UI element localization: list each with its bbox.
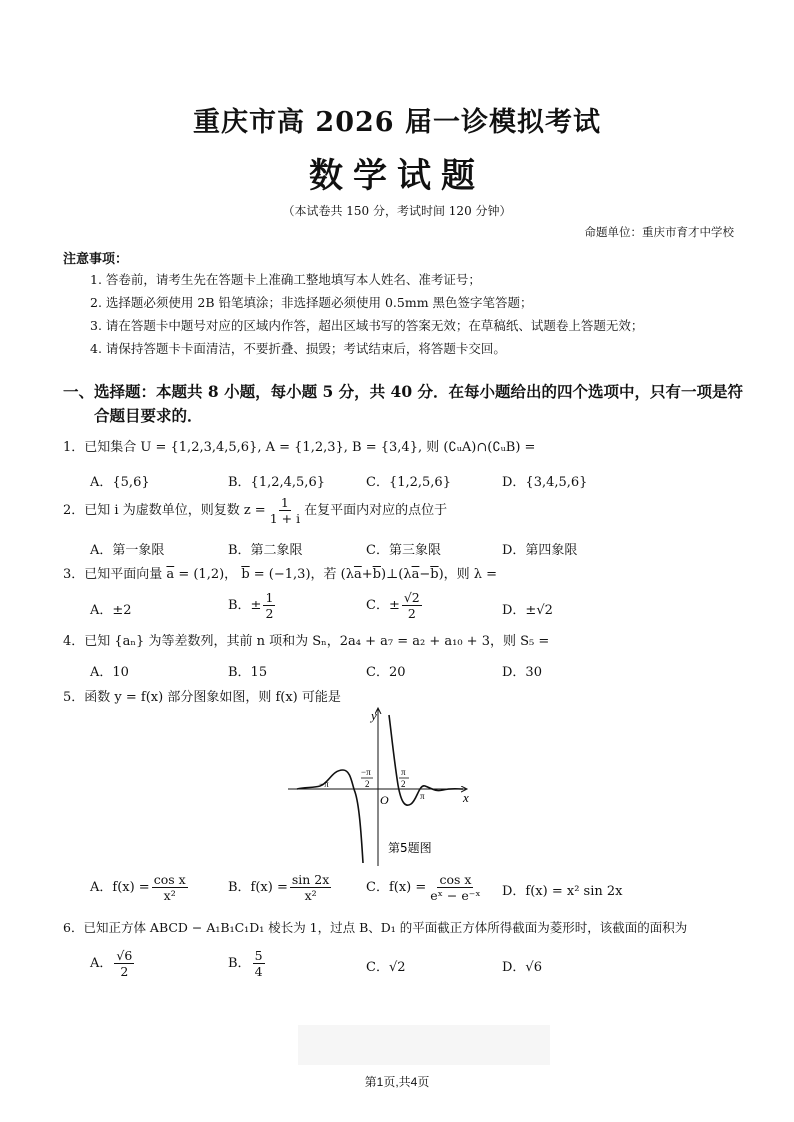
q4-option-d: D．30	[502, 665, 542, 680]
q5-option-d: D．f(x) = x² sin 2x	[502, 884, 623, 899]
faint-scan-band	[298, 1025, 550, 1065]
page-footer: 第1页,共4页	[364, 1075, 430, 1089]
curve-right	[389, 715, 463, 805]
q4-option-c: C．20	[366, 665, 406, 680]
q5-option-a: A．f(x) = $\frac{\text{cos x}}{\text{x²}}$	[90, 872, 186, 903]
x-axis-label: x	[463, 790, 469, 805]
q3-option-a: A．±2	[90, 603, 132, 618]
tick-neg-pi: −π	[319, 779, 329, 789]
q6-option-d: D．√6	[502, 960, 542, 975]
question-5-stem: 5．函数 y = f(x) 部分图象如图，则 f(x) 可能是	[63, 690, 341, 705]
q6-option-a: A． $\frac{√6}{2}$	[90, 948, 133, 979]
question-3-stem: 3．已知平面向量 $\overline{a} = (1,2)$， $\overline{b} = (-1,3)$，若 $(\lambda\overline{a}+\overline{b})\perp(\lambda\overline{a}-\overline{b})$，则 λ =	[63, 567, 498, 582]
notes-heading: 注意事项：	[63, 252, 129, 267]
q2-option-d: D．第四象限	[502, 543, 578, 558]
question-4-stem: 4．已知 {aₙ} 为等差数列，其前 n 项和为 Sₙ，2a₄ + a₇ = a₂ + a₁₀ + 3，则 S₅ =	[63, 634, 550, 649]
question-1-stem: 1．已知集合 U = {1,2,3,4,5,6}, A = {1,2,3}, B = {3,4}, 则 (∁ᵤA)∩(∁ᵤB) =	[63, 440, 536, 455]
q6-option-b: B． $\frac{5}{4}$	[228, 948, 263, 979]
origin-label: O	[380, 793, 389, 807]
q1-option-b: B．{1,2,4,5,6}	[228, 475, 325, 490]
tick-pi: π	[420, 791, 425, 801]
note-item: 2. 选择题必须使用 2B 铅笔填涂；非选择题必须使用 0.5mm 黑色签字笔答题；	[90, 295, 533, 310]
exam-subtitle: （本试卷共 150 分，考试时间 120 分钟）	[282, 204, 512, 218]
q2-fraction: $\frac{1}{1 + i}$	[269, 495, 301, 526]
tick-neg-pi-half-num: −π	[361, 767, 371, 777]
q5-option-c: C．f(x) = $\frac{\text{cos x}}{\text{eˣ − e⁻ˣ}}$	[366, 872, 481, 903]
note-item: 3. 请在答题卡中题号对应的区域内作答，超出区域书写的答案无效；在草稿纸、试题卷上答题无效；	[90, 318, 644, 333]
q3-option-b: B．± $\frac{1}{2}$	[228, 590, 274, 621]
author-unit: 命题单位：重庆市育才中学校	[584, 225, 734, 239]
section-heading: 一、选择题：本题共 8 小题，每小题 5 分，共 40 分．在每小题给出的四个选项中，只有一项是符	[63, 382, 744, 401]
q2-option-b: B．第二象限	[228, 543, 303, 558]
q2-option-a: A．第一象限	[90, 543, 165, 558]
exam-title: 重庆市高 2026 届一诊模拟考试	[193, 107, 601, 138]
q3-option-c: C．± $\frac{√2}{2}$	[366, 590, 420, 621]
q4-option-b: B．15	[228, 665, 268, 680]
curve-left	[297, 770, 363, 863]
note-item: 1. 答卷前，请考生先在答题卡上准确工整地填写本人姓名、准考证号；	[90, 272, 481, 287]
question-2-stem: 2．已知 i 为虚数单位，则复数 z = $\frac{1}{1 + i}$ 在复平面内对应的点位于	[63, 495, 448, 526]
q5-option-b: B．f(x) = $\frac{\sin 2x}{\text{x²}}$	[228, 872, 330, 903]
subject-title: 数学试题	[309, 156, 485, 196]
q1-option-a: A．{5,6}	[90, 475, 150, 490]
q1-option-c: C．{1,2,5,6}	[366, 475, 451, 490]
y-axis-label: y	[371, 708, 377, 723]
tick-pi-half-den: 2	[401, 779, 406, 789]
question-6-stem: 6．已知正方体 ABCD − A₁B₁C₁D₁ 棱长为 1，过点 B、D₁ 的平面截正方体所得截面为菱形时，该截面的面积为	[63, 920, 688, 935]
note-item: 4. 请保持答题卡卡面清洁，不要折叠、损毁；考试结束后，将答题卡交回。	[90, 341, 506, 356]
tick-pi-half-num: π	[401, 767, 406, 777]
q3-option-d: D．±√2	[502, 603, 553, 618]
q6-option-c: C．√2	[366, 960, 406, 975]
section-heading-cont: 合题目要求的．	[94, 406, 203, 425]
tick-neg-pi-half-den: 2	[365, 779, 370, 789]
q4-option-a: A．10	[90, 665, 129, 680]
figure-caption: 第5题图	[388, 841, 432, 855]
function-graph	[285, 700, 480, 868]
q2-option-c: C．第三象限	[366, 543, 441, 558]
q1-option-d: D．{3,4,5,6}	[502, 475, 588, 490]
